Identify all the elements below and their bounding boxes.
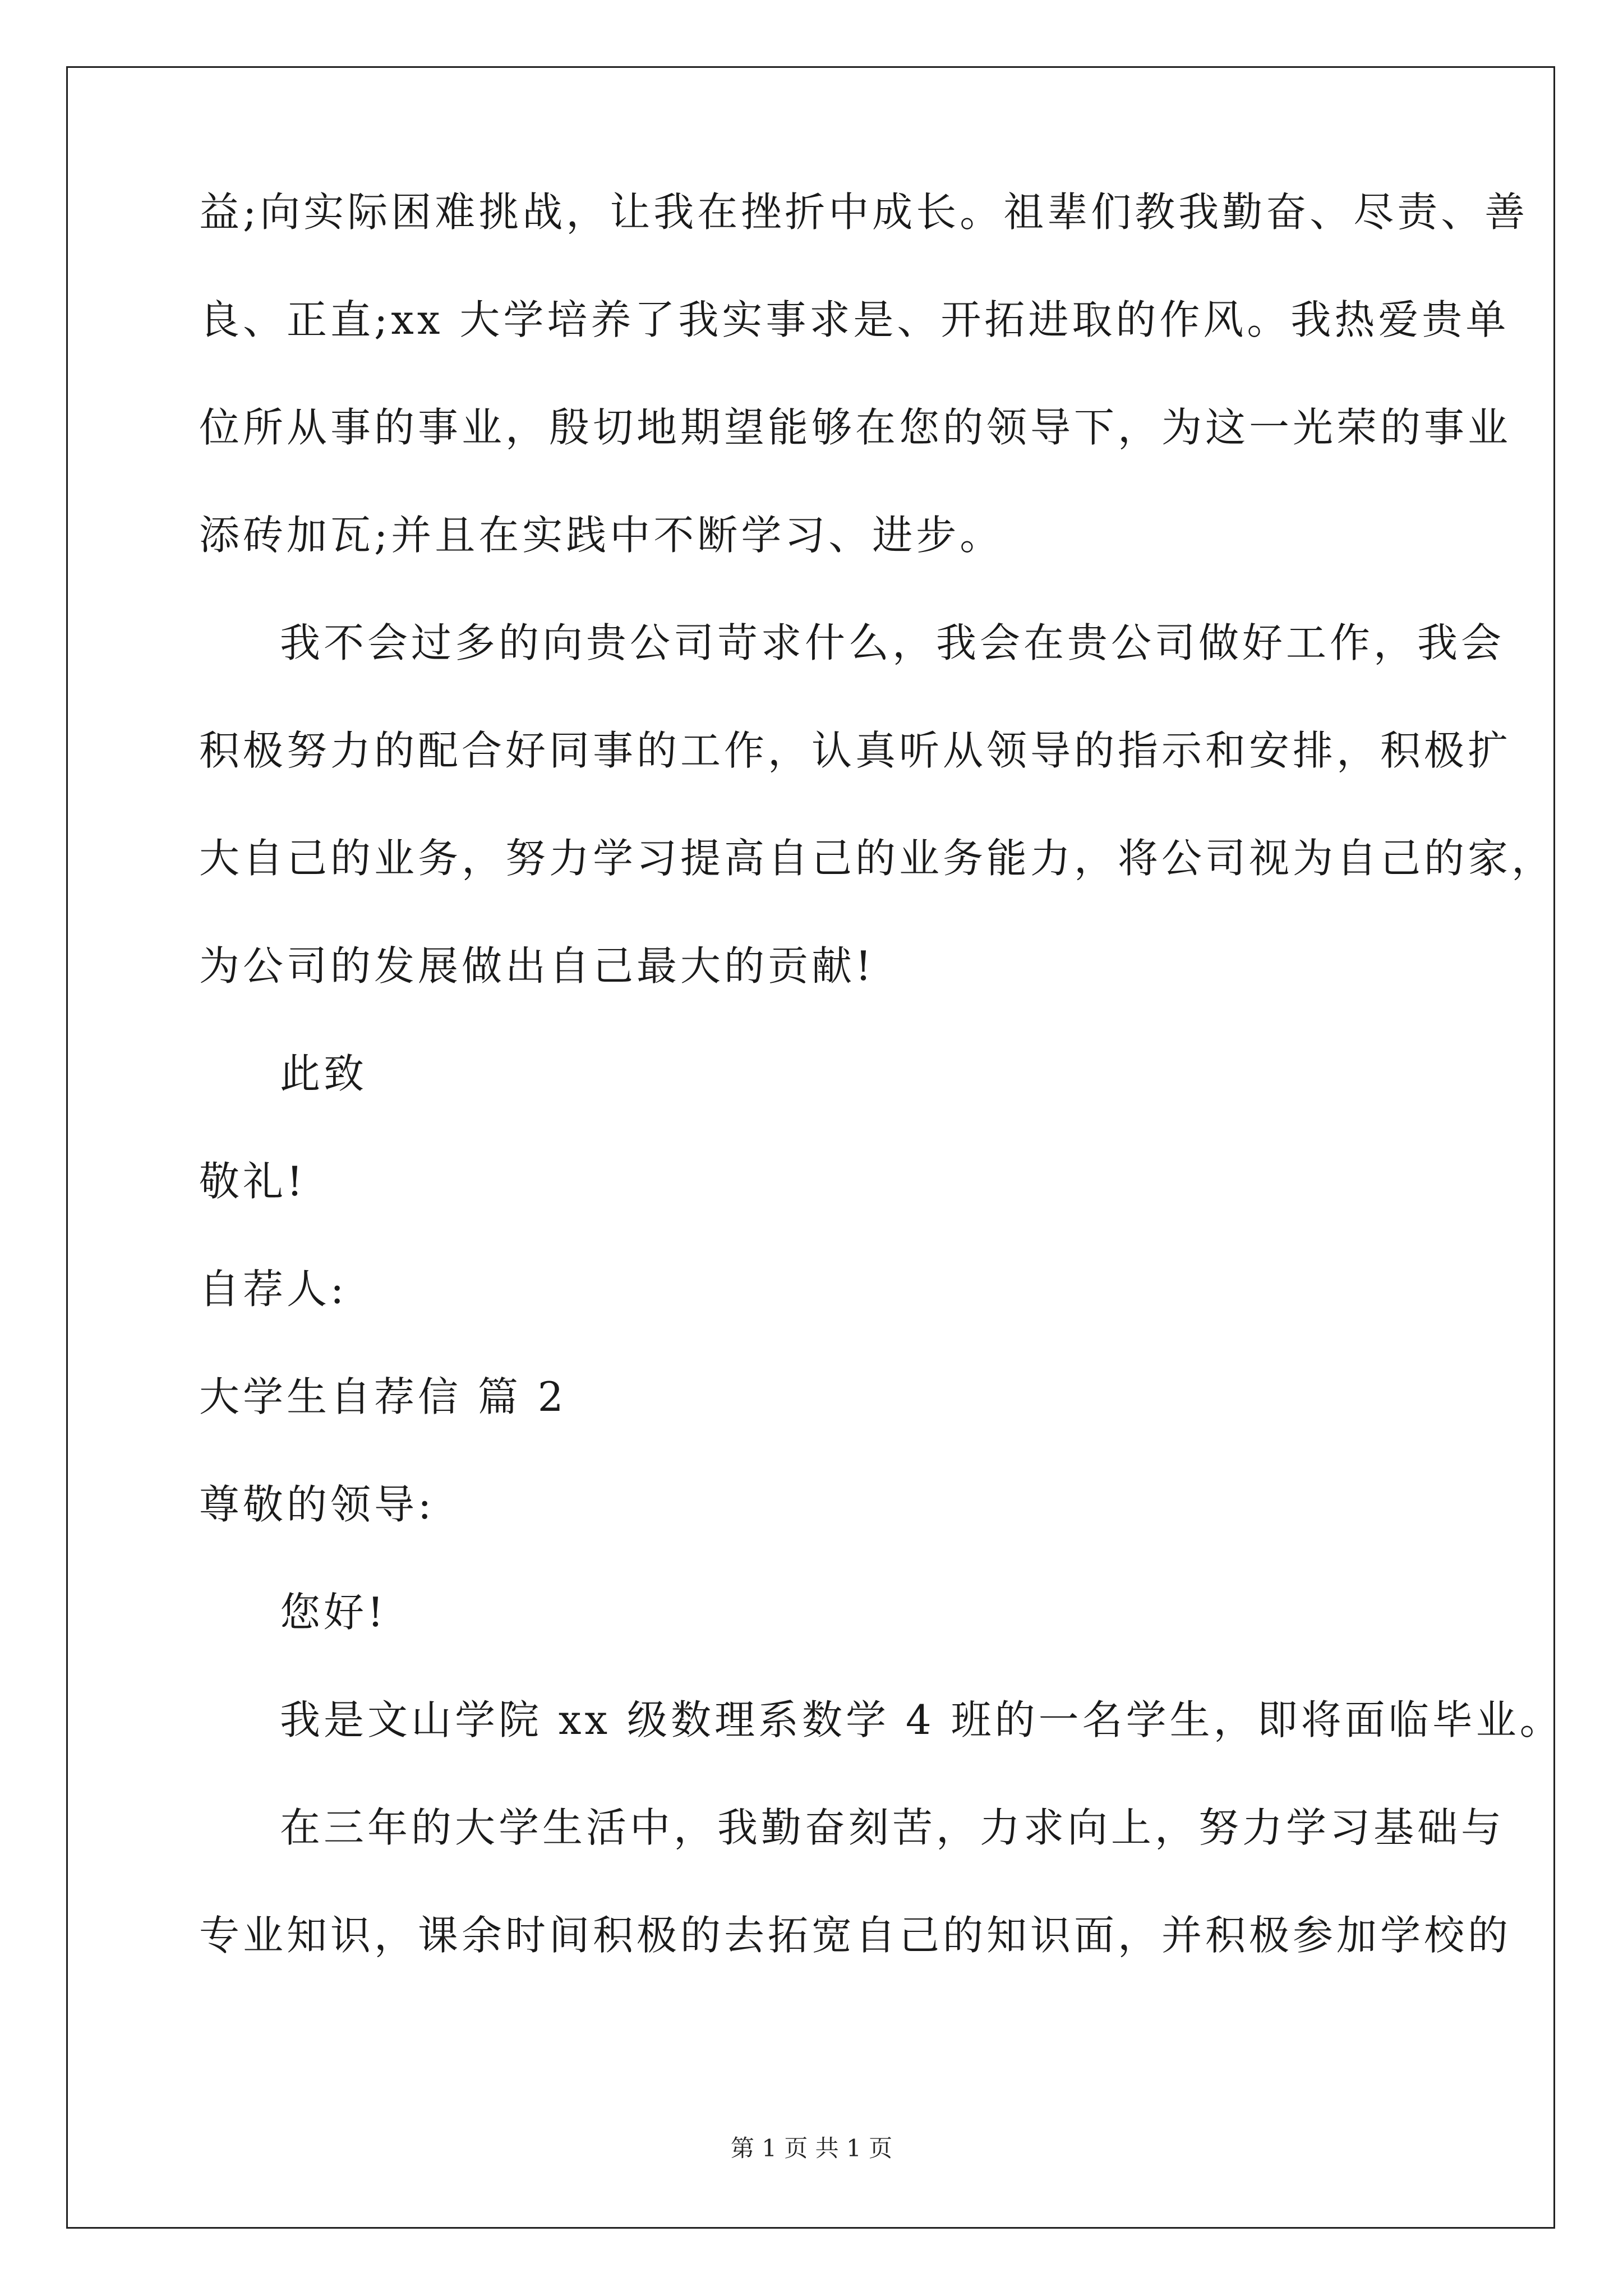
- text-line: 我不会过多的向贵公司苛求什么，我会在贵公司做好工作，我会: [280, 619, 1505, 666]
- text-line: 积极努力的配合好同事的工作，认真听从领导的指示和安排，积极扩: [199, 727, 1512, 774]
- page-footer: 第 1 页 共 1 页: [730, 2134, 893, 2162]
- text-line: 益;向实际困难挑战，让我在挫折中成长。祖辈们教我勤奋、尽责、善: [199, 188, 1529, 236]
- text-line: 添砖加瓦;并且在实践中不断学习、进步。: [199, 512, 1004, 559]
- text-line: 为公司的发展做出自己最大的贡献!: [199, 942, 875, 990]
- salutation-respect: 敬礼!: [199, 1158, 306, 1205]
- text-line: 大自己的业务，努力学习提高自己的业务能力，将公司视为自己的家，: [199, 835, 1556, 882]
- text-line: 我是文山学院 xx 级数理系数学 4 班的一名学生，即将面临毕业。: [280, 1696, 1564, 1743]
- signature-label: 自荐人:: [199, 1266, 348, 1313]
- section-heading: 大学生自荐信 篇 2: [199, 1373, 567, 1420]
- text-line: 位所从事的事业，殷切地期望能够在您的领导下，为这一光荣的事业: [199, 404, 1512, 451]
- page-border: [66, 66, 1555, 2229]
- text-line: 专业知识，课余时间积极的去拓宽自己的知识面，并积极参加学校的: [199, 1912, 1512, 1959]
- letter-greeting: 尊敬的领导:: [199, 1481, 435, 1528]
- text-line: 在三年的大学生活中，我勤奋刻苦，力求向上，努力学习基础与: [280, 1804, 1505, 1851]
- hello-line: 您好!: [280, 1589, 387, 1636]
- closing-phrase: 此致: [280, 1050, 368, 1097]
- text-line: 良、正直;xx 大学培养了我实事求是、开拓进取的作风。我热爱贵单: [199, 296, 1510, 343]
